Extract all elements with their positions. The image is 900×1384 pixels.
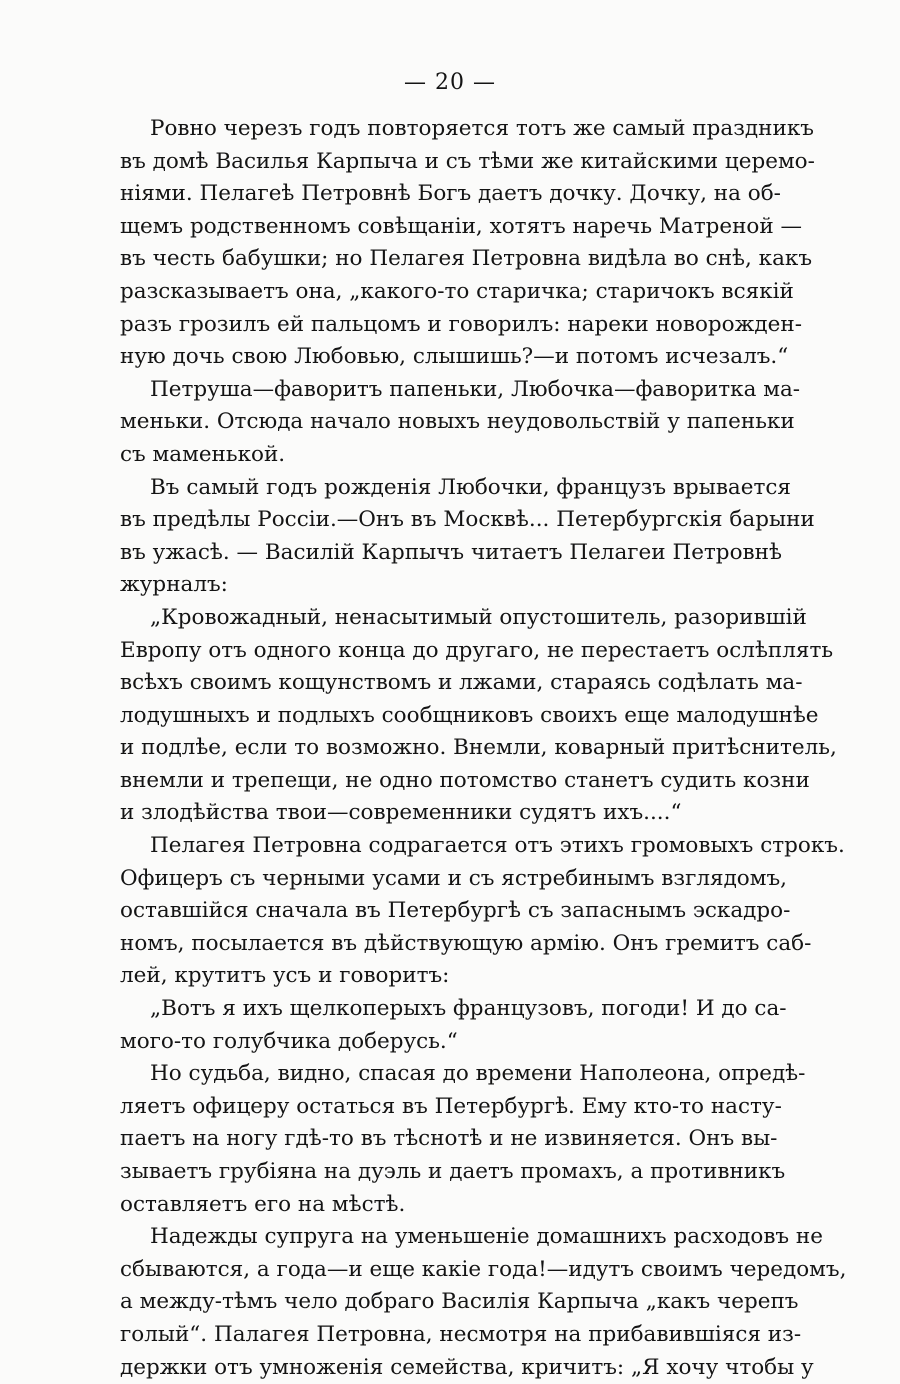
text-line: въ честь бабушки; но Пелагея Петровна видѣла во снѣ, какъ bbox=[120, 246, 813, 272]
text-line: Надежды супруга на уменьшеніе домашнихъ расходовъ не bbox=[150, 1224, 823, 1250]
text-line: зываетъ грубіяна на дуэль и даетъ промахъ, а противникъ bbox=[120, 1159, 786, 1184]
text-line: „Кровожадный, ненасытимый опустошитель, разорившій bbox=[150, 604, 807, 630]
text-line: Ровно черезъ годъ повторяется тотъ же самый праздникъ bbox=[150, 116, 814, 141]
text-line: щемъ родственномъ совѣщаніи, хотятъ наречь Матреной — bbox=[120, 213, 803, 239]
text-line: Въ самый годъ рожденія Любочки, французъ врывается bbox=[150, 474, 791, 500]
text-line: Петруша—фаворитъ папеньки, Любочка—фаворитка ма- bbox=[150, 376, 801, 402]
text-line: лодушныхъ и подлыхъ сообщниковъ своихъ еще малодушнѣе bbox=[120, 702, 819, 728]
text-line: меньки. Отсюда начало новыхъ неудовольствій у папеньки bbox=[120, 409, 795, 435]
text-line: ную дочь свою Любовью, слышишь?—и потомъ исчезалъ.“ bbox=[120, 344, 789, 370]
text-line: Но судьба, видно, спасая до времени Наполеона, опредѣ- bbox=[150, 1061, 806, 1087]
page-number: — 20 — bbox=[404, 70, 496, 95]
text-line: паетъ на ногу гдѣ-то въ тѣснотѣ и не извиняется. Онъ вы- bbox=[120, 1126, 778, 1152]
text-line: оставляетъ его на мѣстѣ. bbox=[120, 1191, 406, 1217]
text-line: ляетъ офицеру остаться въ Петербургѣ. Ему кто-то насту- bbox=[120, 1093, 782, 1119]
text-line: Европу отъ одного конца до другаго, не перестаетъ ослѣплять bbox=[120, 637, 834, 663]
text-line: лей, крутитъ усъ и говоритъ: bbox=[120, 963, 450, 989]
text-line: съ маменькой. bbox=[120, 441, 286, 467]
text-line: мого-то голубчика доберусь.“ bbox=[120, 1028, 458, 1054]
text-line: разъ грозилъ ей пальцомъ и говорилъ: нареки новорожден- bbox=[120, 311, 802, 337]
text-line: внемли и трепещи, не одно потомство станетъ судить козни bbox=[120, 767, 810, 793]
text-line: Пелагея Петровна содрагается отъ этихъ громовыхъ строкъ. bbox=[150, 833, 845, 859]
text-line: всѣхъ своимъ кощунствомъ и лжами, стараясь содѣлать ма- bbox=[120, 670, 803, 696]
text-line: въ предѣлы Россіи.—Онъ въ Москвѣ... Петербургскія барыни bbox=[120, 507, 815, 533]
text-line: сбываются, а года—и еще какіе года!—идутъ своимъ чередомъ, bbox=[120, 1256, 847, 1282]
text-line: Офицеръ съ черными усами и съ ястребинымъ взглядомъ, bbox=[120, 865, 787, 891]
text-line: „Вотъ я ихъ щелкоперыхъ французовъ, погоди! И до са- bbox=[150, 996, 787, 1022]
text-line: въ домѣ Василья Карпыча и съ тѣми же китайскими церемо- bbox=[120, 148, 815, 174]
text-line: а между-тѣмъ чело добраго Василія Карпыча „какъ черепъ bbox=[120, 1289, 799, 1315]
text-line: голый“. Палагея Петровна, несмотря на прибавившіяся из- bbox=[120, 1321, 802, 1347]
text-line: держки отъ умноженія семейства, кричитъ: „Я хочу чтобы у bbox=[120, 1354, 814, 1380]
text-line: номъ, посылается въ дѣйствующую армію. Онъ гремитъ саб- bbox=[120, 930, 812, 956]
text-line: оставшійся сначала въ Петербургѣ съ запаснымъ эскадро- bbox=[120, 898, 791, 924]
text-line: разсказываетъ она, „какого-то старичка; старичокъ всякій bbox=[120, 278, 794, 304]
body-text bbox=[120, 113, 847, 1384]
text-line: и злодѣйства твои—современники судятъ ихъ....“ bbox=[120, 800, 682, 826]
text-line: журналъ: bbox=[120, 572, 228, 598]
text-line: ніями. Пелагеѣ Петровнѣ Богъ даетъ дочку. Дочку, на об- bbox=[120, 181, 781, 207]
text-line: въ ужасѣ. — Василій Карпычъ читаетъ Пелагеи Петровнѣ bbox=[120, 539, 782, 565]
text-line: и подлѣе, если то возможно. Внемли, коварный притѣснитель, bbox=[120, 735, 837, 761]
